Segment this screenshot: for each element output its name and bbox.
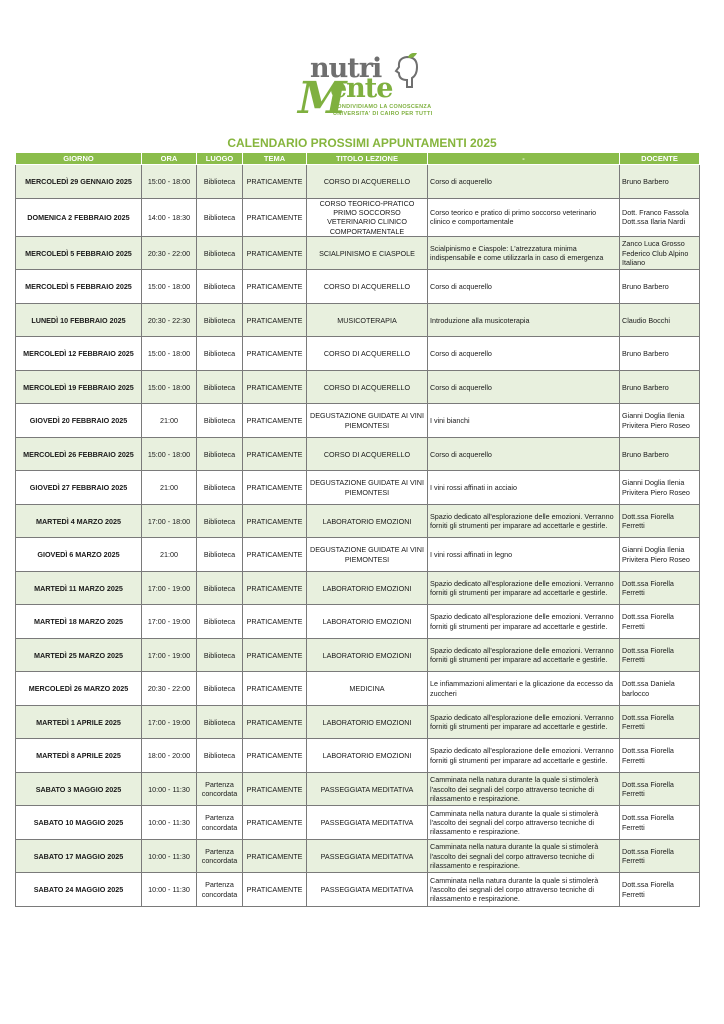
table-row [16,370,700,404]
cell-titolo: CORSO DI ACQUERELLO [307,370,428,404]
cell-ora: 17:00 - 19:00 [142,638,197,672]
cell-docente: Dott.ssa Fiorella Ferretti [620,873,700,907]
cell-tema: PRATICAMENTE [243,605,307,639]
cell-tema: PRATICAMENTE [243,337,307,371]
cell-giorno: SABATO 3 MAGGIO 2025 [16,772,142,806]
cell-ora: 17:00 - 19:00 [142,605,197,639]
cell-docente: Dott.ssa Fiorella Ferretti [620,504,700,538]
cell-descrizione: Spazio dedicato all'esplorazione delle emozioni. Verranno forniti gli strumenti per imparare ad accettarle e gestirle. [428,605,620,639]
cell-tema: PRATICAMENTE [243,198,307,236]
cell-titolo: LABORATORIO EMOZIONI [307,739,428,773]
cell-titolo: LABORATORIO EMOZIONI [307,638,428,672]
table-row [16,605,700,639]
cell-luogo: Biblioteca [197,236,243,270]
table-row [16,404,700,438]
logo-letter-m: M [298,73,347,124]
cell-giorno: MERCOLEDÌ 19 FEBBRAIO 2025 [16,370,142,404]
cell-descrizione: Corso di acquerello [428,370,620,404]
table-row [16,303,700,337]
cell-ora: 15:00 - 18:00 [142,270,197,304]
cell-ora: 15:00 - 18:00 [142,337,197,371]
cell-docente: Gianni Doglia Ilenia Privitera Piero Roseo [620,538,700,572]
table-row [16,198,700,236]
cell-titolo: CORSO DI ACQUERELLO [307,437,428,471]
cell-giorno: MARTEDÌ 25 MARZO 2025 [16,638,142,672]
cell-descrizione: Camminata nella natura durante la quale si stimolerà l'ascolto dei segnali del corpo attraverso tecniche di rilassamento e respirazione. [428,806,620,840]
cell-ora: 10:00 - 11:30 [142,873,197,907]
table-row [16,772,700,806]
cell-titolo: LABORATORIO EMOZIONI [307,571,428,605]
cell-ora: 15:00 - 18:00 [142,437,197,471]
cell-titolo: CORSO DI ACQUERELLO [307,270,428,304]
cell-titolo: MUSICOTERAPIA [307,303,428,337]
cell-descrizione: Spazio dedicato all'esplorazione delle emozioni. Verranno forniti gli strumenti per imparare ad accettarle e gestirle. [428,638,620,672]
table-row [16,471,700,505]
cell-tema: PRATICAMENTE [243,437,307,471]
cell-giorno: MERCOLEDÌ 12 FEBBRAIO 2025 [16,337,142,371]
cell-ora: 14:00 - 18:30 [142,198,197,236]
cell-docente: Dott.ssa Fiorella Ferretti [620,638,700,672]
cell-tema: PRATICAMENTE [243,672,307,706]
table-row [16,739,700,773]
cell-giorno: SABATO 17 MAGGIO 2025 [16,839,142,873]
schedule-table [15,152,700,907]
cell-luogo: Biblioteca [197,739,243,773]
cell-titolo: LABORATORIO EMOZIONI [307,605,428,639]
cell-luogo: Biblioteca [197,303,243,337]
cell-tema: PRATICAMENTE [243,370,307,404]
cell-descrizione: I vini rossi affinati in legno [428,538,620,572]
table-row [16,571,700,605]
cell-titolo: DEGUSTAZIONE GUIDATE AI VINI PIEMONTESI [307,404,428,438]
cell-tema: PRATICAMENTE [243,839,307,873]
cell-tema: PRATICAMENTE [243,165,307,199]
cell-titolo: CORSO TEORICO-PRATICO PRIMO SOCCORSO VETERINARIO CLINICO COMPORTAMENTALE [307,198,428,236]
logo-tagline-1: CONDIVIDIAMO LA CONOSCENZA [333,104,432,110]
logo-tagline-2: UNIVERSITA' DI CAIRO PER TUTTI [333,111,433,117]
cell-titolo: PASSEGGIATA MEDITATIVA [307,873,428,907]
table-row [16,839,700,873]
cell-descrizione: Introduzione alla musicoterapia [428,303,620,337]
cell-giorno: MERCOLEDÌ 5 FEBBRAIO 2025 [16,236,142,270]
cell-giorno: GIOVEDÌ 27 FEBBRAIO 2025 [16,471,142,505]
cell-luogo: Biblioteca [197,504,243,538]
cell-descrizione: Scialpinismo e Ciaspole: L'atrezzatura minima indispensabile e come utilizzarla in caso di emergenza [428,236,620,270]
cell-tema: PRATICAMENTE [243,772,307,806]
header-titolo-lezione: TITOLO LEZIONE [307,153,428,165]
cell-luogo: Biblioteca [197,165,243,199]
cell-docente: Dott.ssa Fiorella Ferretti [620,739,700,773]
cell-giorno: MARTEDÌ 4 MARZO 2025 [16,504,142,538]
cell-docente: Dott. Franco Fassola Dott.ssa Ilaria Nardi [620,198,700,236]
cell-giorno: SABATO 24 MAGGIO 2025 [16,873,142,907]
cell-ora: 21:00 [142,538,197,572]
table-row [16,165,700,199]
cell-ora: 10:00 - 11:30 [142,806,197,840]
table-row [16,337,700,371]
cell-giorno: DOMENICA 2 FEBBRAIO 2025 [16,198,142,236]
cell-descrizione: Corso di acquerello [428,337,620,371]
cell-descrizione: Spazio dedicato all'esplorazione delle emozioni. Verranno forniti gli strumenti per imparare ad accettarle e gestirle. [428,504,620,538]
table-row [16,270,700,304]
cell-tema: PRATICAMENTE [243,638,307,672]
cell-docente: Dott.ssa Fiorella Ferretti [620,705,700,739]
table-row [16,236,700,270]
header-giorno: GIORNO [16,153,142,165]
cell-docente: Gianni Doglia Ilenia Privitera Piero Roseo [620,471,700,505]
cell-ora: 20:30 - 22:00 [142,672,197,706]
cell-luogo: Biblioteca [197,672,243,706]
cell-docente: Dott.ssa Daniela barlocco [620,672,700,706]
cell-descrizione: Corso teorico e pratico di primo soccorso veterinario clinico e comportamentale [428,198,620,236]
cell-luogo: Biblioteca [197,638,243,672]
cell-luogo: Biblioteca [197,571,243,605]
table-row [16,638,700,672]
cell-tema: PRATICAMENTE [243,471,307,505]
table-row [16,672,700,706]
cell-luogo: Partenza concordata [197,806,243,840]
cell-descrizione: Corso di acquerello [428,270,620,304]
header-tema: TEMA [243,153,307,165]
cell-tema: PRATICAMENTE [243,236,307,270]
cell-docente: Zanco Luca Grosso Federico Club Alpino Italiano [620,236,700,270]
table-header-row [16,153,700,165]
cell-docente: Dott.ssa Fiorella Ferretti [620,839,700,873]
cell-descrizione: Corso di acquerello [428,437,620,471]
cell-titolo: MEDICINA [307,672,428,706]
cell-descrizione: Spazio dedicato all'esplorazione delle emozioni. Verranno forniti gli strumenti per imparare ad accettarle e gestirle. [428,739,620,773]
cell-ora: 20:30 - 22:30 [142,303,197,337]
cell-titolo: PASSEGGIATA MEDITATIVA [307,772,428,806]
cell-descrizione: Le infiammazioni alimentari e la glicazione da eccesso da zuccheri [428,672,620,706]
cell-luogo: Biblioteca [197,337,243,371]
cell-tema: PRATICAMENTE [243,504,307,538]
cell-titolo: PASSEGGIATA MEDITATIVA [307,806,428,840]
cell-titolo: DEGUSTAZIONE GUIDATE AI VINI PIEMONTESI [307,471,428,505]
cell-giorno: GIOVEDÌ 20 FEBBRAIO 2025 [16,404,142,438]
logo [290,45,440,130]
cell-docente: Bruno Barbero [620,437,700,471]
cell-giorno: GIOVEDÌ 6 MARZO 2025 [16,538,142,572]
cell-descrizione: Spazio dedicato all'esplorazione delle emozioni. Verranno forniti gli strumenti per imparare ad accettarle e gestirle. [428,571,620,605]
cell-docente: Bruno Barbero [620,165,700,199]
cell-ora: 21:00 [142,471,197,505]
cell-titolo: PASSEGGIATA MEDITATIVA [307,839,428,873]
cell-ora: 17:00 - 19:00 [142,571,197,605]
cell-tema: PRATICAMENTE [243,806,307,840]
cell-docente: Dott.ssa Fiorella Ferretti [620,772,700,806]
cell-descrizione: I vini rossi affinati in acciaio [428,471,620,505]
cell-tema: PRATICAMENTE [243,739,307,773]
cell-descrizione: I vini bianchi [428,404,620,438]
cell-luogo: Biblioteca [197,198,243,236]
table-row [16,705,700,739]
cell-giorno: LUNEDÌ 10 FEBBRAIO 2025 [16,303,142,337]
cell-descrizione: Camminata nella natura durante la quale si stimolerà l'ascolto dei segnali del corpo attraverso tecniche di rilassamento e respirazione. [428,772,620,806]
cell-docente: Bruno Barbero [620,270,700,304]
cell-tema: PRATICAMENTE [243,270,307,304]
cell-luogo: Biblioteca [197,705,243,739]
cell-giorno: SABATO 10 MAGGIO 2025 [16,806,142,840]
cell-ora: 17:00 - 19:00 [142,705,197,739]
cell-titolo: CORSO DI ACQUERELLO [307,337,428,371]
cell-titolo: LABORATORIO EMOZIONI [307,504,428,538]
cell-luogo: Biblioteca [197,437,243,471]
cell-luogo: Biblioteca [197,404,243,438]
cell-docente: Dott.ssa Fiorella Ferretti [620,571,700,605]
cell-ora: 15:00 - 18:00 [142,165,197,199]
cell-ora: 10:00 - 11:30 [142,772,197,806]
cell-luogo: Partenza concordata [197,772,243,806]
cell-ora: 21:00 [142,404,197,438]
head-profile-icon [393,53,421,89]
table-row [16,806,700,840]
logo-word-nutri: nutri [310,53,382,84]
cell-giorno: MARTEDÌ 11 MARZO 2025 [16,571,142,605]
cell-giorno: MERCOLEDÌ 29 GENNAIO 2025 [16,165,142,199]
cell-ora: 20:30 - 22:00 [142,236,197,270]
cell-descrizione: Spazio dedicato all'esplorazione delle emozioni. Verranno forniti gli strumenti per imparare ad accettarle e gestirle. [428,705,620,739]
table-row [16,538,700,572]
cell-docente: Dott.ssa Fiorella Ferretti [620,806,700,840]
cell-titolo: DEGUSTAZIONE GUIDATE AI VINI PIEMONTESI [307,538,428,572]
cell-giorno: MERCOLEDÌ 26 MARZO 2025 [16,672,142,706]
header-descrizione: - [428,153,620,165]
cell-giorno: MERCOLEDÌ 26 FEBBRAIO 2025 [16,437,142,471]
table-row [16,873,700,907]
cell-titolo: LABORATORIO EMOZIONI [307,705,428,739]
cell-descrizione: Corso di acquerello [428,165,620,199]
cell-tema: PRATICAMENTE [243,571,307,605]
cell-luogo: Partenza concordata [197,839,243,873]
cell-descrizione: Camminata nella natura durante la quale si stimolerà l'ascolto dei segnali del corpo attraverso tecniche di rilassamento e respirazione. [428,873,620,907]
cell-docente: Dott.ssa Fiorella Ferretti [620,605,700,639]
cell-tema: PRATICAMENTE [243,404,307,438]
cell-luogo: Biblioteca [197,538,243,572]
header-luogo: LUOGO [197,153,243,165]
cell-giorno: MERCOLEDÌ 5 FEBBRAIO 2025 [16,270,142,304]
cell-luogo: Biblioteca [197,270,243,304]
cell-docente: Bruno Barbero [620,337,700,371]
cell-docente: Gianni Doglia Ilenia Privitera Piero Roseo [620,404,700,438]
cell-ora: 18:00 - 20:00 [142,739,197,773]
cell-tema: PRATICAMENTE [243,538,307,572]
cell-giorno: MARTEDÌ 1 APRILE 2025 [16,705,142,739]
cell-giorno: MARTEDÌ 18 MARZO 2025 [16,605,142,639]
cell-titolo: SCIALPINISMO E CIASPOLE [307,236,428,270]
cell-ora: 10:00 - 11:30 [142,839,197,873]
cell-docente: Claudio Bocchi [620,303,700,337]
cell-ora: 15:00 - 18:00 [142,370,197,404]
cell-giorno: MARTEDÌ 8 APRILE 2025 [16,739,142,773]
cell-titolo: CORSO DI ACQUERELLO [307,165,428,199]
cell-descrizione: Camminata nella natura durante la quale si stimolerà l'ascolto dei segnali del corpo attraverso tecniche di rilassamento e respirazione. [428,839,620,873]
header-ora: ORA [142,153,197,165]
cell-docente: Bruno Barbero [620,370,700,404]
cell-tema: PRATICAMENTE [243,873,307,907]
cell-ora: 17:00 - 18:00 [142,504,197,538]
cell-luogo: Partenza concordata [197,873,243,907]
cell-luogo: Biblioteca [197,370,243,404]
table-row [16,504,700,538]
header-docente: DOCENTE [620,153,700,165]
cell-tema: PRATICAMENTE [243,705,307,739]
cell-luogo: Biblioteca [197,471,243,505]
table-row [16,437,700,471]
cell-luogo: Biblioteca [197,605,243,639]
cell-tema: PRATICAMENTE [243,303,307,337]
page-title: CALENDARIO PROSSIMI APPUNTAMENTI 2025 [227,136,497,150]
logo-word-ente: ente [330,73,393,104]
